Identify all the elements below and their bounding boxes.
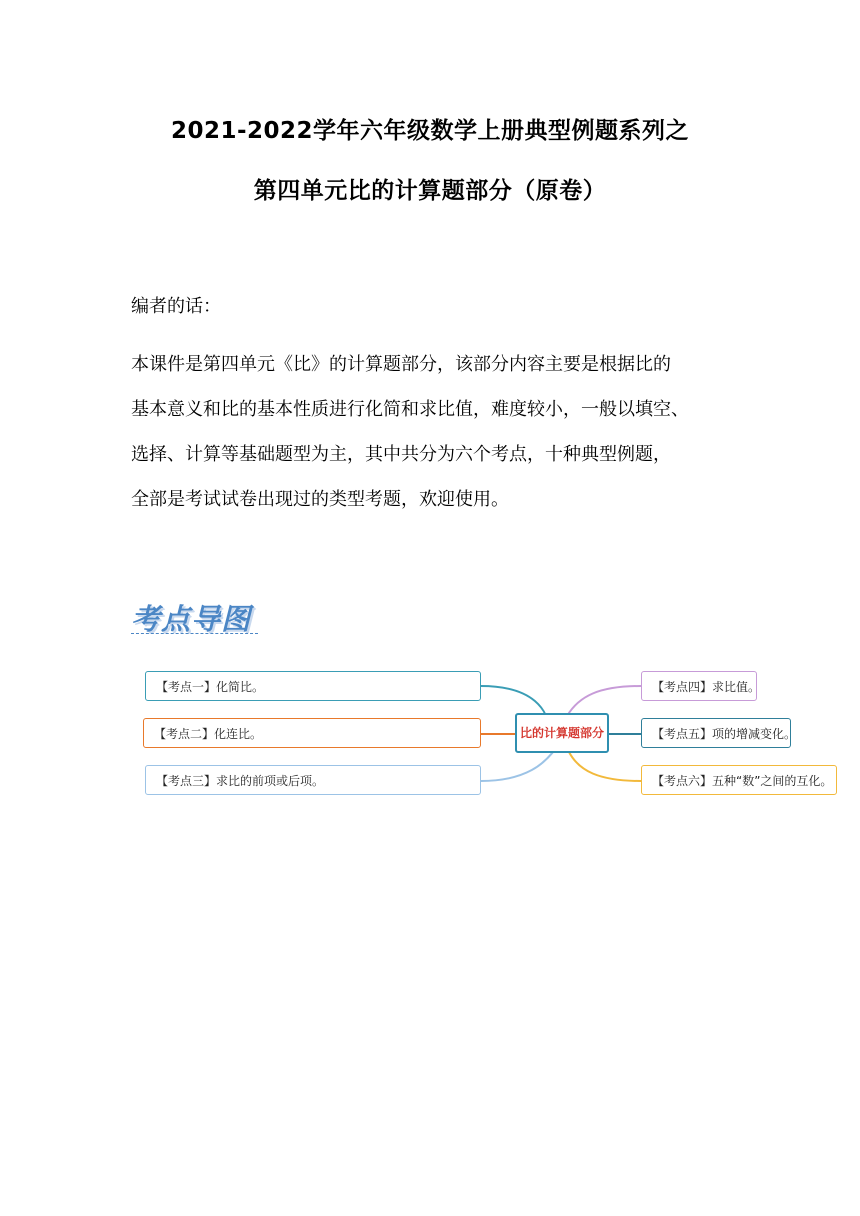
topic-node-6: 【考点六】五种“数”之间的互化。	[641, 765, 837, 795]
section-heading-underline	[131, 633, 258, 634]
document-title-line1: 2021-2022学年六年级数学上册典型例题系列之	[170, 118, 690, 144]
topic-node-5: 【考点五】项的增减变化。	[641, 718, 791, 748]
editor-label: 编者的话：	[131, 296, 221, 317]
topic-node-1: 【考点一】化简比。	[145, 671, 481, 701]
topic-node-4: 【考点四】求比值。	[641, 671, 757, 701]
connector-left-3	[481, 751, 554, 781]
intro-line-2: 基本意义和比的基本性质进行化简和求比值，难度较小，一般以填空、	[131, 399, 689, 420]
connector-right-1	[567, 686, 641, 716]
mind-map	[129, 656, 849, 812]
section-heading: 考点导图	[131, 602, 252, 636]
mind-map-center-node: 比的计算题部分	[515, 713, 609, 753]
document-title-line2: 第四单元比的计算题部分（原卷）	[253, 178, 607, 204]
intro-line-3: 选择、计算等基础题型为主，其中共分为六个考点，十种典型例题，	[131, 444, 671, 465]
topic-node-3: 【考点三】求比的前项或后项。	[145, 765, 481, 795]
connector-right-3	[569, 752, 641, 781]
intro-line-1: 本课件是第四单元《比》的计算题部分，该部分内容主要是根据比的	[131, 354, 671, 375]
topic-node-2: 【考点二】化连比。	[143, 718, 481, 748]
intro-line-4: 全部是考试试卷出现过的类型考题，欢迎使用。	[131, 489, 509, 510]
